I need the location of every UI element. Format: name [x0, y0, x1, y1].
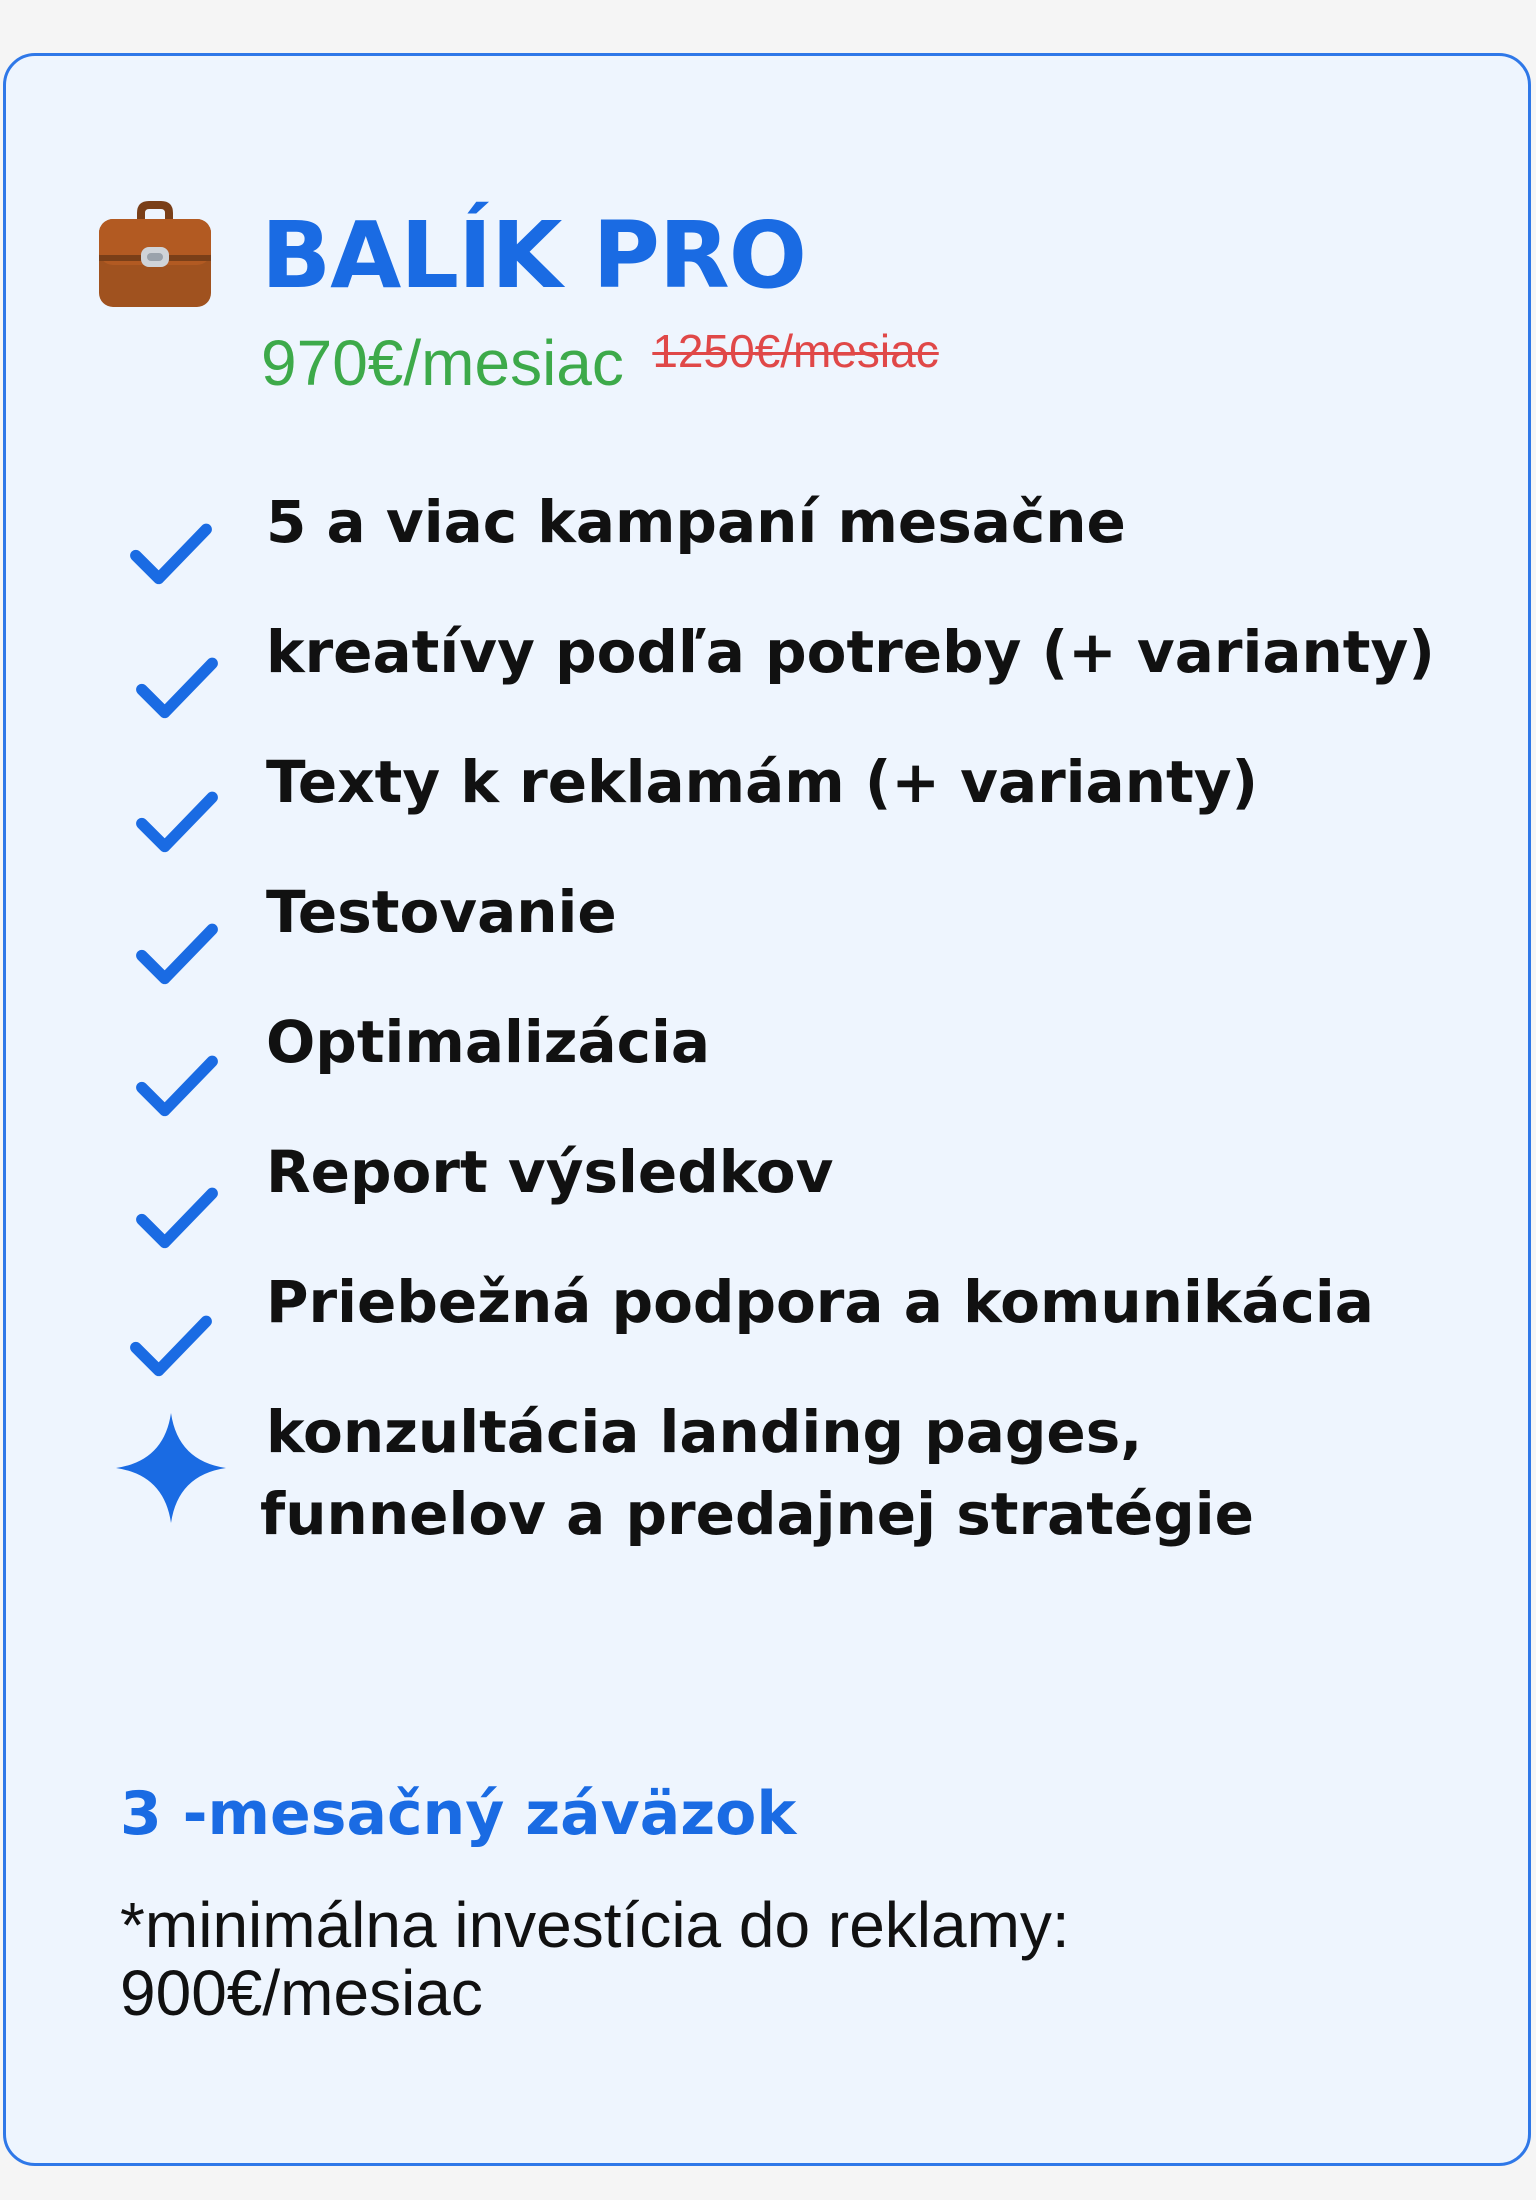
check-icon [122, 1045, 232, 1135]
pricing-card [3, 53, 1531, 2166]
check-icon [122, 781, 232, 871]
check-icon [116, 1305, 226, 1395]
note-line2: 900€/mesiac [120, 1957, 483, 2029]
feature-label: kreatívy podľa potreby (+ varianty) [266, 618, 1435, 686]
sparkle-icon [116, 1413, 226, 1523]
check-icon [122, 913, 232, 1003]
old-price: 1250€/mesiac [652, 325, 939, 377]
commitment-label: 3 -mesačný záväzok [120, 1779, 797, 1849]
feature-label: 5 a viac kampaní mesačne [266, 488, 1126, 556]
list-item [116, 611, 1516, 721]
note-line1: *minimálna investícia do reklamy: [120, 1889, 1070, 1961]
feature-label: Texty k reklamám (+ varianty) [266, 748, 1259, 816]
list-item [116, 1001, 1516, 1111]
check-icon [122, 1177, 232, 1267]
package-title: BALÍK PRO [261, 202, 806, 309]
list-item [116, 1391, 1516, 1591]
investment-note [120, 1891, 1370, 2027]
feature-label: Report výsledkov [266, 1138, 834, 1206]
feature-label: Optimalizácia [266, 1008, 711, 1076]
list-item [116, 1131, 1516, 1241]
list-item [116, 481, 1516, 591]
feature-label: Testovanie [266, 878, 617, 946]
check-icon [116, 513, 226, 603]
feature-label: Priebežná podpora a komunikácia [266, 1268, 1374, 1336]
price-row [261, 326, 939, 400]
list-item [116, 1261, 1516, 1371]
list-item [116, 871, 1516, 981]
current-price: 970€/mesiac [261, 327, 624, 399]
feature-label-line1: konzultácia landing pages, [266, 1398, 1143, 1466]
feature-label-line2: funnelov a predajnej stratégie [260, 1480, 1254, 1548]
briefcase-icon [95, 193, 215, 313]
feature-label [260, 1391, 1516, 1555]
check-icon [122, 647, 232, 737]
list-item [116, 741, 1516, 851]
